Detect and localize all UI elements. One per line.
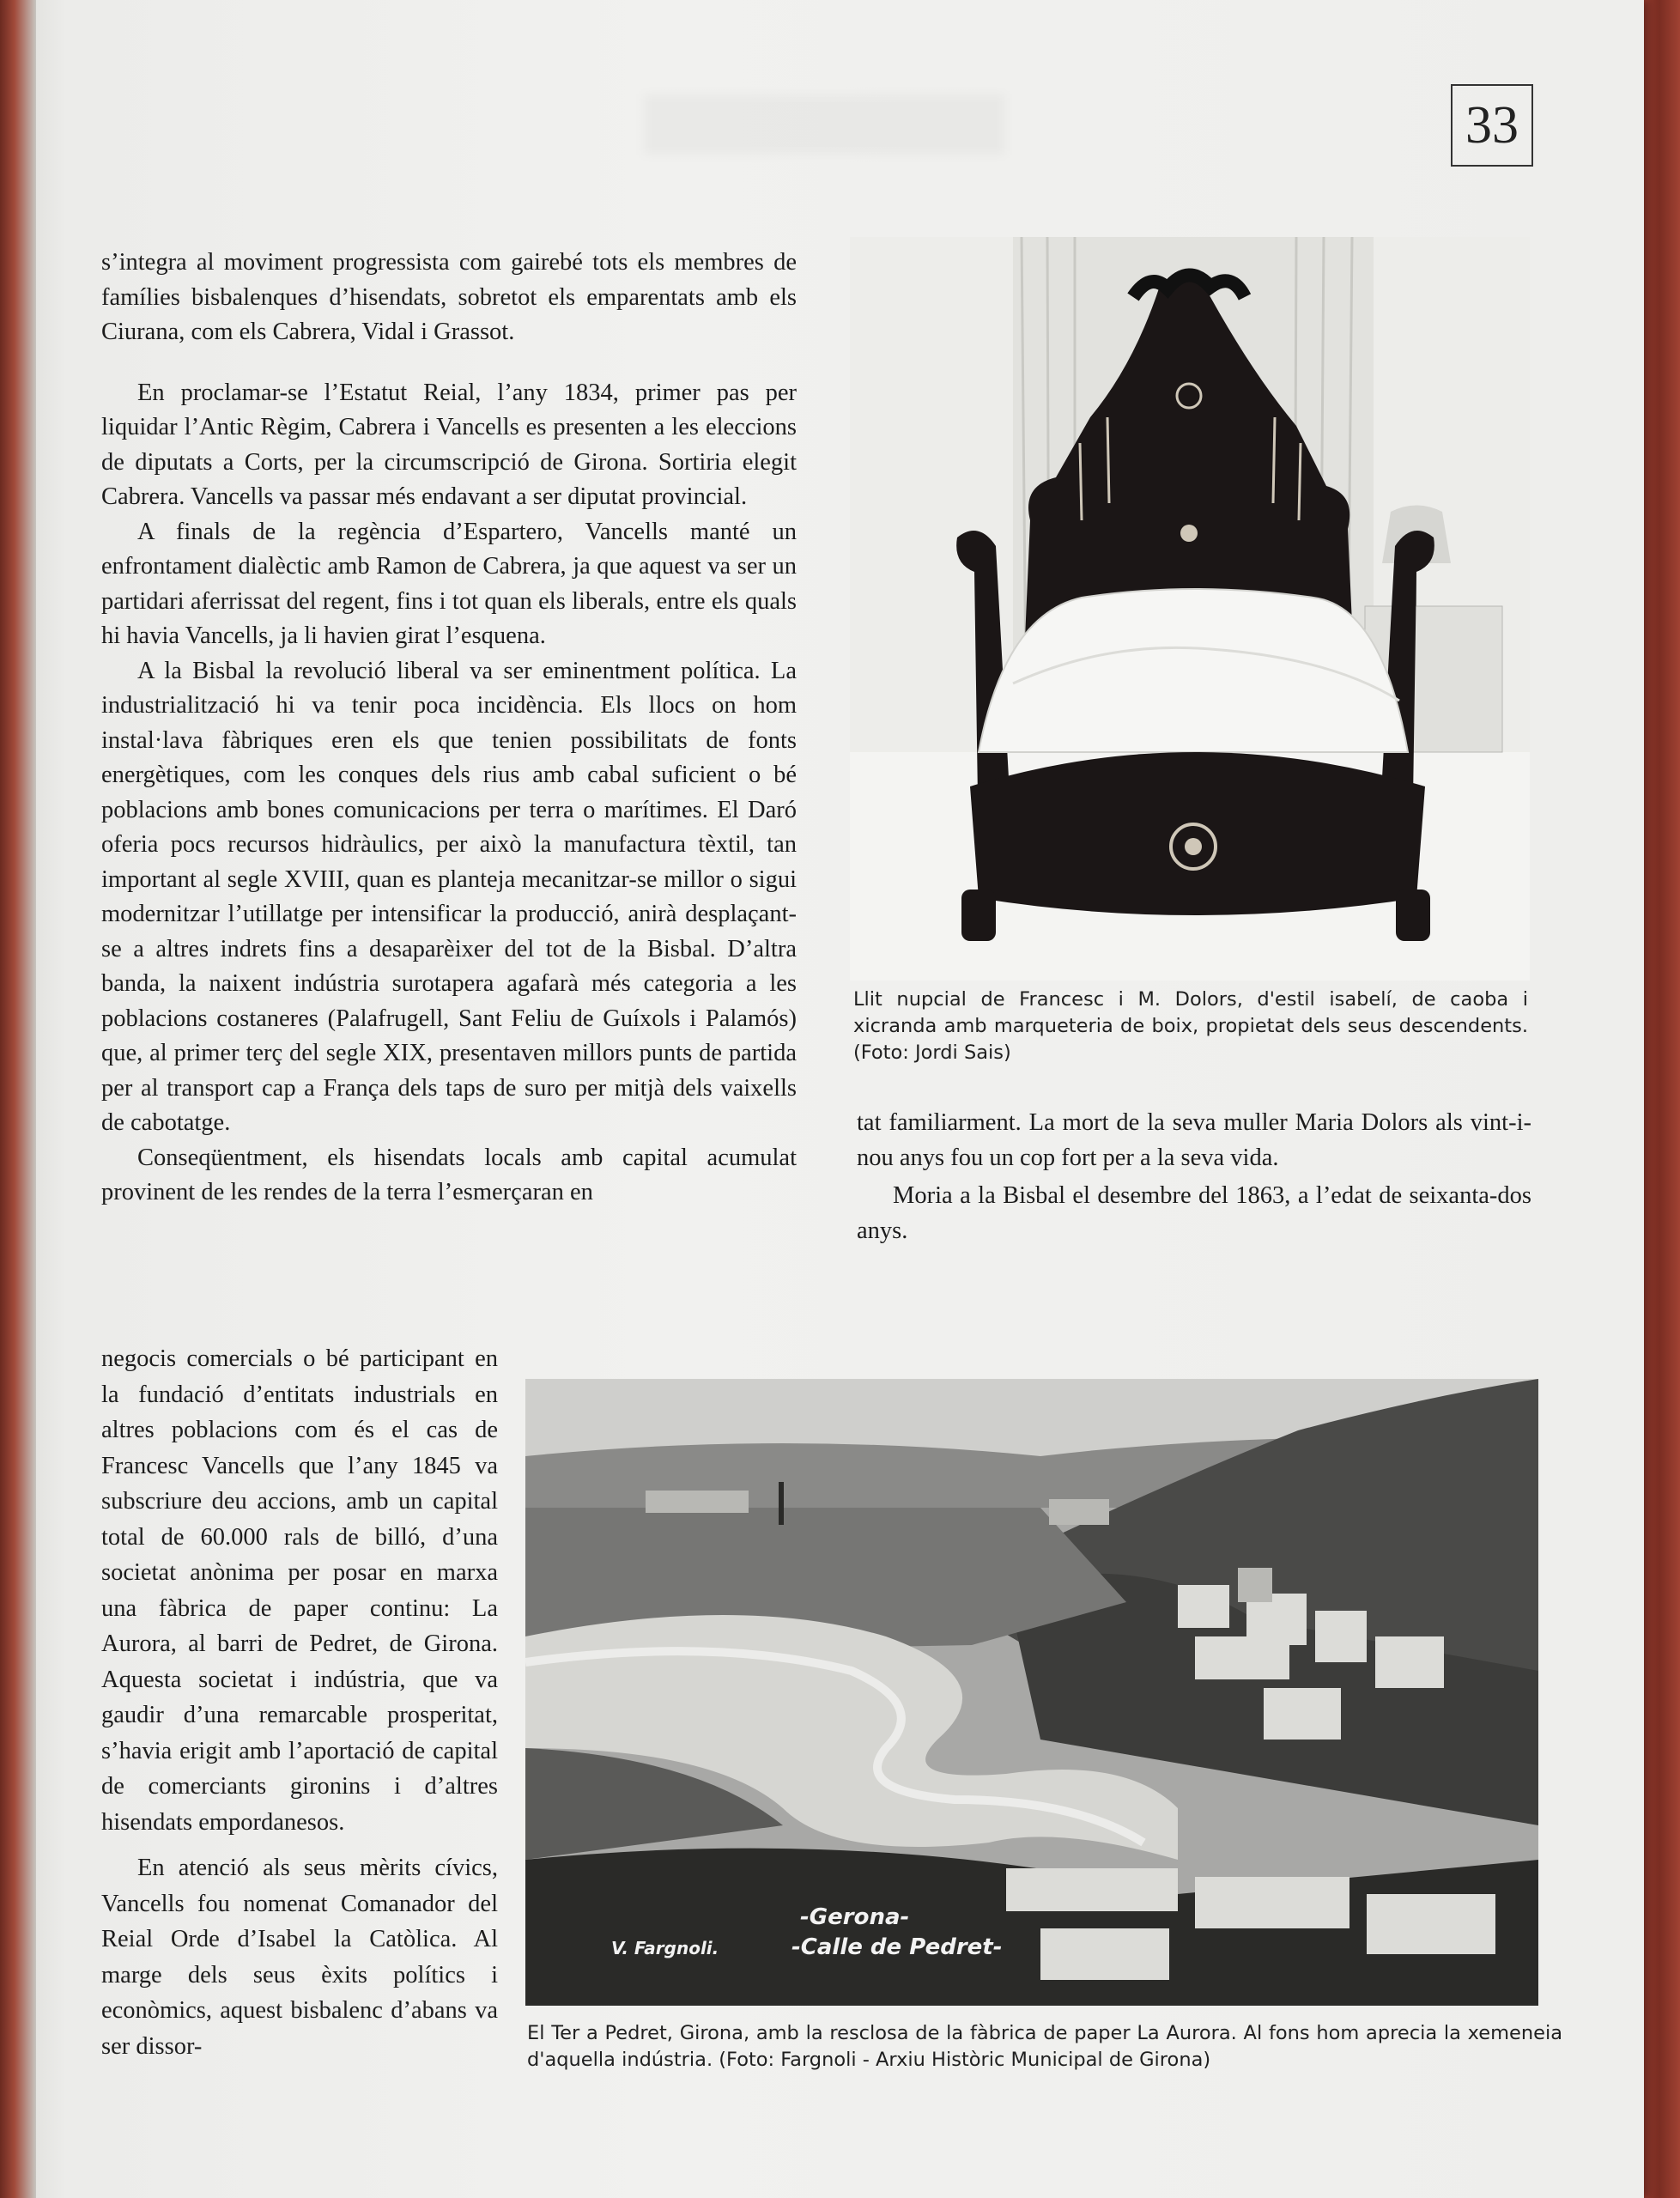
bed-photo <box>850 237 1530 981</box>
bed-photo-caption: Llit nupcial de Francesc i M. Dolors, d'estil isabelí, de caoba i xicranda amb marqueteria de boix, propietat dels seus descendents. (Foto: Jordi Sais) <box>853 988 1528 1064</box>
bed-illustration <box>850 237 1530 981</box>
show-through-text <box>644 94 1004 155</box>
paragraph: negocis comercials o bé participant en la fundació d’entitats industrials en altres poblacions com és el cas de Francesc Vancells que l’any 1845 va subscriure deu accions, amb un capital total de 60.000 rals de billó, d’una societat anònima per posar en marxa una fàbrica de paper continu: La Aurora, al barri de Pedret, de Girona. Aquesta societat i indústria, que va gaudir d’una remarcable prosperitat, s’havia erigit amb l’aportació de capital de comerciants gironins i d’altres hisendats empordanesos. <box>101 1345 498 1836</box>
paragraph: Moria a la Bisbal el desembre del 1863, a l’edat de seixanta-dos anys. <box>857 1182 1531 1244</box>
paragraph: En atenció als seus mèrits cívics, Vancells fou nomenat Comanador del Reial Orde d’Isabel la Catòlica. Al marge dels seus èxits polítics i econòmics, aquest bisbalenc d’abans va ser dissor- <box>101 1855 498 2060</box>
paragraph: tat familiarment. La mort de la seva muller Maria Dolors als vint-i-nou anys fou un cop fort per a la seva vida. <box>857 1109 1531 1171</box>
book-binding <box>0 0 36 2198</box>
river-photo-caption: El Ter a Pedret, Girona, amb la resclosa de la fàbrica de paper La Aurora. Al fons hom aprecia la xemeneia d'aquella indústria. (Foto: Fargnoli - Arxiu Històric Municipal de Girona) <box>527 2022 1562 2071</box>
page-number: 33 <box>1451 84 1533 167</box>
paragraph: A finals de la regència d’Espartero, Vancells manté un enfrontament dialèctic amb Ramon de Cabrera, ja que aquest va ser un partidari aferrissat del regent, fins i tot quan els liberals, entre els quals hi havia Vancells, ja li havien girat l’esquena. <box>101 518 797 649</box>
paragraph: A la Bisbal la revolució liberal va ser eminentment política. La industrialització hi va tenir poca incidència. Els llocs on hom instal·lava fàbriques eren els que tenien possibilitats de fonts energètiques, com les conques dels rius amb cabal suficient o bé poblacions amb bones comunicacions per terra o marítimes. El Daró oferia pocs recursos hidràulics, per això la manufactura tèxtil, tan important al segle XVIII, quan es planteja mecanitzar-se millor o sigui modernitzar l’utillatge per intensificar la producció, anirà desplaçant-se a altres indrets fins a desaparèixer del tot de la Bisbal. D’altra banda, la naixent indústria surotapera agafarà més categoria a les poblacions costaneres (Palafrugell, Sant Feliu de Guíxols i Palamós) que, al primer terç del segle XIX, presentaven millors punts de partida per al transport cap a França dels taps de suro per mitjà dels vaixells de cabotatge. <box>101 657 797 1136</box>
river-illustration <box>525 1379 1538 2006</box>
paragraph: Conseqüentment, els hisendats locals amb capital acumulat provinent de les rendes de la terra l’esmerçaran en <box>101 1144 797 1205</box>
river-photo <box>525 1379 1538 2006</box>
photo-stamp-city: -Gerona- <box>800 1904 910 1930</box>
paragraph: En proclamar-se l’Estatut Reial, l’any 1834, primer pas per liquidar l’Antic Règim, Cabrera i Vancells es presenten a les eleccions de diputats a Corts, per la circumscripció de Girona. Sortiria elegit Cabrera. Vancells va passar més endavant a ser diputat provincial. <box>101 379 797 510</box>
left-column <box>101 246 797 1211</box>
paragraph: s’integra al moviment progressista com gairebé tots els membres de famílies bisbalenques d’hisendats, sobretot els emparentats amb els Ciurana, com els Cabrera, Vidal i Grassot. <box>101 249 797 345</box>
right-column <box>857 1106 1531 1248</box>
photo-stamp-street: -Calle de Pedret- <box>791 1934 1003 1960</box>
photo-stamp-author: V. Fargnoli. <box>611 1938 719 1958</box>
narrow-column <box>101 1341 498 2064</box>
